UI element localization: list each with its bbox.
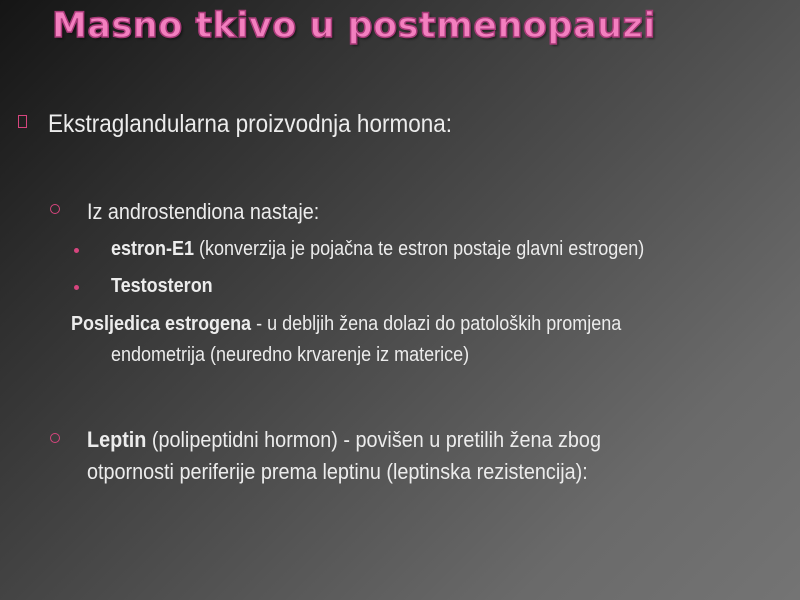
missing-glyph-box-icon xyxy=(18,115,27,128)
hollow-circle-icon xyxy=(50,433,60,443)
posljedica-line-1 xyxy=(71,313,621,336)
filled-dot-icon xyxy=(74,285,79,290)
slide-title: Masno tkivo u postmenopauzi xyxy=(52,6,656,46)
bullet-extraglandular xyxy=(48,110,452,139)
leptin-term: Leptin xyxy=(87,427,147,452)
leptin-line-2 xyxy=(87,459,588,485)
estron-term: estron-E1 xyxy=(111,238,195,260)
bullet-estron xyxy=(111,238,644,261)
testosteron-term: Testosteron xyxy=(111,275,213,297)
bullet-androstendion xyxy=(87,199,319,225)
leptin-description: (polipeptidni hormon) - povišen u pretilih žena zbog xyxy=(146,427,601,452)
leptin-continuation: otpornosti periferije prema leptinu (leptinska rezistencija): xyxy=(87,459,588,484)
posljedica-line-2 xyxy=(111,344,469,367)
estron-description: (konverzija je pojačna te estron postaje glavni estrogen) xyxy=(194,238,645,260)
posljedica-description: - u debljih žena dolazi do patoloških promjena xyxy=(251,313,622,335)
bullet-androstendion-text: Iz androstendiona nastaje: xyxy=(87,199,320,224)
filled-dot-icon xyxy=(74,248,79,253)
posljedica-continuation: endometrija (neuredno krvarenje iz materice) xyxy=(111,344,470,366)
posljedica-term: Posljedica estrogena xyxy=(71,313,252,335)
bullet-leptin xyxy=(87,427,601,453)
bullet-extraglandular-text: Ekstraglandularna proizvodnja hormona: xyxy=(48,110,453,138)
hollow-circle-icon xyxy=(50,204,60,214)
bullet-testosteron xyxy=(111,275,213,298)
